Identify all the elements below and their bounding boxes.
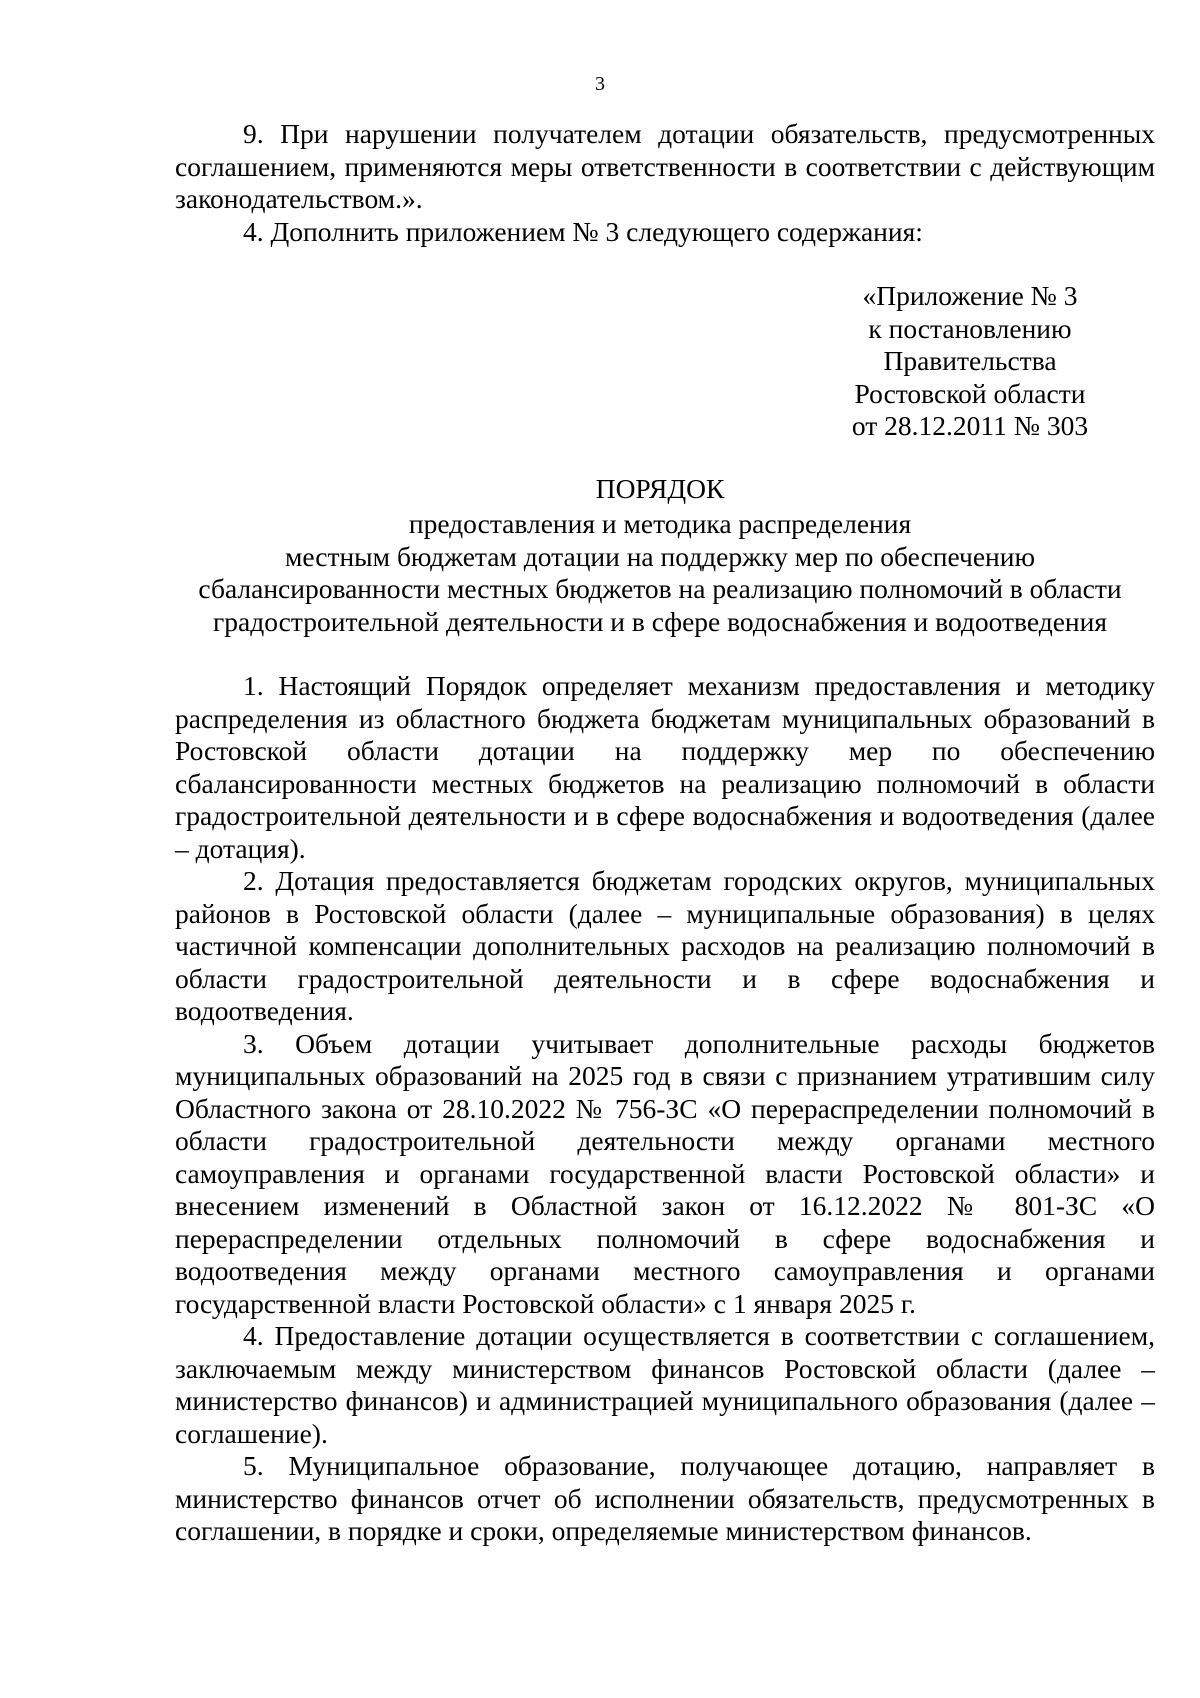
subtitle-line: местным бюджетам дотации на поддержку мер по обеспечению [284,540,1036,572]
appendix-header [820,280,1120,443]
paragraph-9: 9. При нарушении получателем дотации обязательств, предусмотренных соглашением, применяются меры ответственности в соответствии с действующим законодательством.». [175,118,1155,214]
appendix-line: «Приложение № 3 [862,280,1078,311]
subtitle-line: сбалансированности местных бюджетов на реализацию полномочий в области [198,573,1122,604]
paragraph-5: 5. Муниципальное образование, получающее дотацию, направляет в министерство финансов отчет об исполнении обязательств, предусмотренных в соглашении, в порядке и сроки, определяемые министерством финансов. [175,1450,1155,1546]
document-title: ПОРЯДОК [595,473,725,504]
subtitle-line: предоставления и методика распределения [408,508,912,539]
intro-section [175,118,1155,248]
paragraph-2: 2. Дотация предоставляется бюджетам городских округов, муниципальных районов в Ростовской области (далее – муниципальные образования) в целях частичной компенсации дополнительных расходов на реализацию полномочий в области градостроительной деятельности и в сфере водоснабжения и водоотведения. [175,865,1155,1026]
appendix-line: Ростовской области [854,377,1086,409]
appendix-line: к постановлению [868,312,1072,344]
subtitle-line: градостроительной деятельности и в сфере водоснабжения и водоотведения [213,605,1107,637]
appendix-line: Правительства [883,345,1057,376]
main-section [175,670,1155,1548]
paragraph-amendment-4: 4. Дополнить приложением № 3 следующего содержания: [243,215,923,247]
paragraph-4: 4. Предоставление дотации осуществляется в соответствии с соглашением, заключаемым между министерством финансов Ростовской области (далее – министерство финансов) и администрацией муниципального образования (далее – соглашение). [175,1320,1155,1449]
paragraph-3: 3. Объем дотации учитывает дополнительные расходы бюджетов муниципальных образований на 2025 год в связи с признанием утратившим силу Областного закона от 28.10.2022 № 756-ЗС «О перераспределении полномочий в области градостроительной деятельности между органами местного самоуправления и органами государственной власти Ростовской области» и внесением изменений в Областной закон от 16.12.2022 № 801-ЗС «О перераспределении отдельных полномочий в сфере водоснабжения и водоотведения между органами местного самоуправления и органами государственной власти Ростовской области» с 1 января 2025 г. [175,1027,1155,1319]
page-number: 3 [595,73,605,95]
paragraph-1: 1. Настоящий Порядок определяет механизм предоставления и методику распределения из областного бюджета бюджетам муниципальных образований в Ростовской области дотации на поддержку мер по обеспечению сбалансированности местных бюджетов на реализацию полномочий в области градостроительной деятельности и в сфере водоснабжения и водоотведения (далее – дотация). [175,670,1155,864]
appendix-line: от 28.12.2011 № 303 [851,410,1089,441]
document-subtitle [120,508,1200,638]
